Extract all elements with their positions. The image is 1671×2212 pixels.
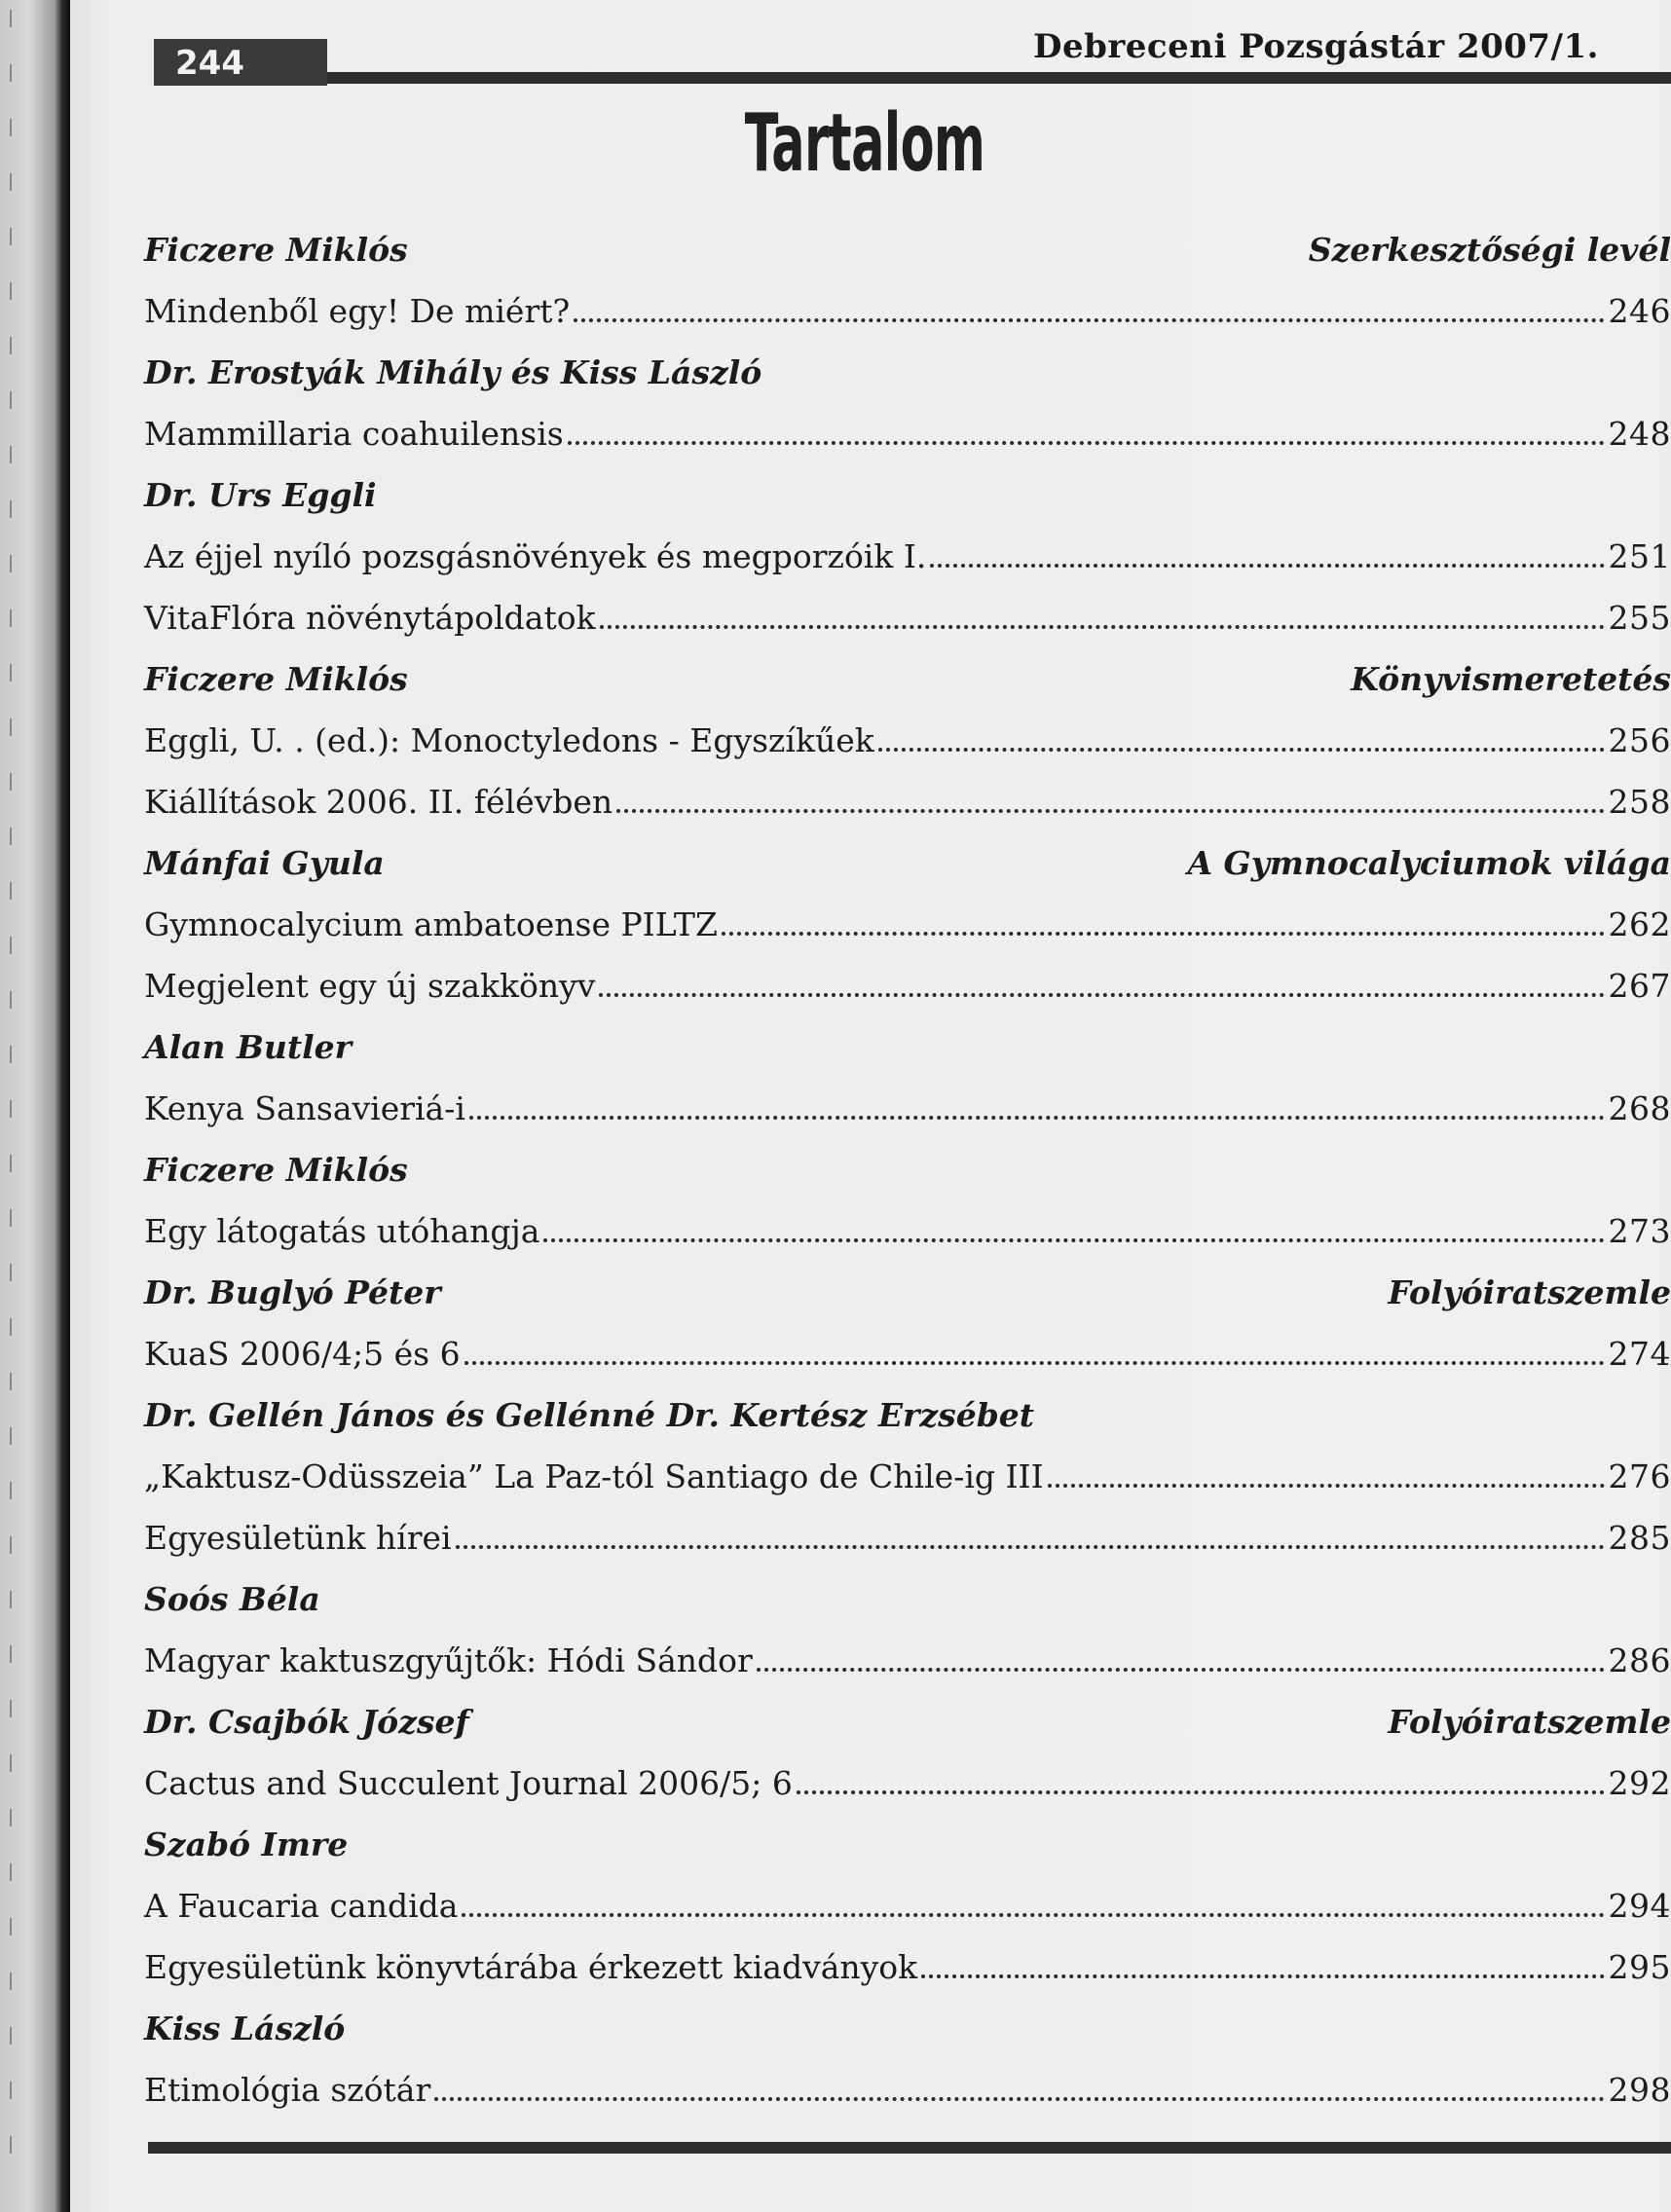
spine-texture-mark (10, 882, 12, 900)
toc-entry-title: Mammillaria coahuilensis (144, 415, 564, 453)
toc-author: Dr. Urs Eggli (144, 476, 377, 514)
spine-texture-mark (10, 937, 12, 954)
spine-texture-mark (10, 1918, 12, 1936)
toc-entry-title: A Faucaria candida (144, 1887, 459, 1925)
spine-texture-mark (10, 555, 12, 572)
spine-texture-mark (10, 1046, 12, 1063)
toc-section: Könyvismeretetés (1351, 660, 1671, 698)
spine-texture-mark (10, 1809, 12, 1826)
toc-section: A Gymnocalyciumok világa (1187, 844, 1671, 882)
spine-texture-mark (10, 1373, 12, 1390)
toc-entry (144, 587, 1671, 648)
toc-entry (144, 1752, 1671, 1814)
toc-author-row (144, 1998, 1671, 2059)
spine-texture-mark (10, 719, 12, 736)
toc-author: Szabó Imre (144, 1825, 349, 1863)
journal-title: Debreceni Pozsgástár 2007/1. (1033, 27, 1599, 66)
spine-texture-mark (10, 1536, 12, 1554)
toc-entry (144, 403, 1671, 464)
spine-texture-mark (10, 446, 12, 463)
toc-entry (144, 1507, 1671, 1568)
dot-leader (568, 441, 1605, 445)
toc-author: Dr. Csajbók József (144, 1703, 469, 1741)
spine-texture-mark (10, 664, 12, 682)
dot-leader (930, 564, 1604, 568)
dot-leader (878, 748, 1605, 752)
toc-entry (144, 1078, 1671, 1139)
toc-entry-title: Mindenből egy! De miért? (144, 292, 571, 330)
toc-author: Dr. Gellén János és Gellénné Dr. Kertész Erzsébet (144, 1396, 1035, 1434)
toc-author: Dr. Buglyó Péter (144, 1273, 441, 1311)
toc-author: Soós Béla (144, 1580, 320, 1618)
toc-author: Kiss László (144, 2009, 346, 2047)
toc-entry-title: Megjelent egy új szakkönyv (144, 967, 596, 1005)
toc-entry (144, 771, 1671, 832)
table-of-contents (144, 219, 1671, 2120)
page (70, 0, 1671, 2212)
toc-author-row (144, 648, 1671, 710)
toc-entry (144, 1875, 1671, 1936)
toc-author-row (144, 342, 1671, 403)
dot-leader (722, 932, 1605, 936)
toc-page-number: 268 (1608, 1089, 1671, 1127)
toc-entry-title: VitaFlóra növénytápoldatok (144, 599, 596, 637)
toc-entry-title: Cactus and Succulent Journal 2006/5; 6 (144, 1764, 793, 1802)
toc-author: Ficzere Miklós (144, 660, 408, 698)
toc-section: Szerkesztőségi levél (1308, 231, 1671, 269)
toc-page-number: 274 (1608, 1335, 1671, 1373)
spine-texture-mark (10, 1155, 12, 1172)
dot-leader (797, 1790, 1605, 1794)
toc-page-number: 292 (1608, 1764, 1671, 1802)
toc-entry-title: Magyar kaktuszgyűjtők: Hódi Sándor (144, 1641, 753, 1679)
toc-page-number: 276 (1608, 1457, 1671, 1495)
dot-leader (757, 1668, 1605, 1672)
toc-entry-title: Az éjjel nyíló pozsgásnövények és megporzóik I. (144, 537, 927, 575)
spine-texture-mark (10, 1482, 12, 1499)
toc-author: Ficzere Miklós (144, 1151, 408, 1189)
toc-author-row (144, 1016, 1671, 1078)
spine-texture-mark (10, 500, 12, 518)
toc-entry (144, 280, 1671, 342)
dot-leader (574, 318, 1604, 322)
toc-entry-title: Eggli, U. . (ed.): Monoctyledons - Egyszíkűek (144, 721, 874, 759)
toc-author-row (144, 219, 1671, 280)
toc-entry-title: Egyesületünk könyvtárába érkezett kiadványok (144, 1948, 918, 1986)
toc-author: Mánfai Gyula (144, 844, 385, 882)
spine-texture-mark (10, 228, 12, 245)
spine-texture-mark (10, 391, 12, 409)
toc-page-number: 285 (1608, 1519, 1671, 1557)
toc-page-number: 246 (1608, 292, 1671, 330)
toc-entry-title: Kenya Sansavieriá-i (144, 1089, 465, 1127)
toc-page-number: 255 (1608, 599, 1671, 637)
toc-entry-title: KuaS 2006/4;5 és 6 (144, 1335, 461, 1373)
toc-entry (144, 894, 1671, 955)
toc-page-number: 248 (1608, 415, 1671, 453)
toc-author-row (144, 464, 1671, 526)
spine-texture-mark (10, 282, 12, 300)
dot-leader (469, 1116, 1605, 1120)
toc-page-number: 256 (1608, 721, 1671, 759)
toc-page-number: 258 (1608, 783, 1671, 821)
book-spine (0, 0, 70, 2212)
spine-texture-mark (10, 64, 12, 82)
dot-leader (464, 1361, 1605, 1365)
spine-texture-mark (10, 1209, 12, 1227)
toc-entry (144, 1200, 1671, 1262)
toc-entry (144, 1323, 1671, 1384)
dot-leader (462, 1913, 1604, 1917)
toc-page-number: 295 (1608, 1948, 1671, 1986)
toc-page-number: 262 (1608, 905, 1671, 943)
spine-texture-mark (10, 2082, 12, 2099)
toc-entry (144, 2059, 1671, 2120)
spine-texture-mark (10, 828, 12, 845)
spine-texture-mark (10, 1318, 12, 1336)
toc-author: Alan Butler (144, 1028, 353, 1066)
spine-texture-mark (10, 2136, 12, 2154)
toc-author-row (144, 1568, 1671, 1630)
toc-entry (144, 1936, 1671, 1998)
toc-page-number: 286 (1608, 1641, 1671, 1679)
dot-leader (921, 1974, 1604, 1978)
spine-texture-mark (10, 1100, 12, 1118)
dot-leader (434, 2097, 1604, 2101)
spine-texture-mark (10, 173, 12, 191)
toc-page-number: 298 (1608, 2071, 1671, 2109)
toc-entry (144, 1630, 1671, 1691)
toc-section: Folyóiratszemle (1388, 1273, 1671, 1311)
page-title: Tartalom (744, 97, 985, 190)
spine-texture-mark (10, 1754, 12, 1772)
spine-texture-mark (10, 773, 12, 791)
toc-author-row (144, 1384, 1671, 1446)
toc-author: Ficzere Miklós (144, 231, 408, 269)
footer-rule (148, 2142, 1671, 2154)
dot-leader (599, 993, 1604, 997)
toc-author-row (144, 1691, 1671, 1752)
toc-entry (144, 955, 1671, 1016)
toc-author-row (144, 832, 1671, 894)
toc-page-number: 294 (1608, 1887, 1671, 1925)
toc-entry-title: „Kaktusz-Odüsszeia” La Paz-tól Santiago de Chile-ig III (144, 1457, 1044, 1495)
dot-leader (1048, 1484, 1605, 1488)
toc-author-row (144, 1139, 1671, 1200)
page-number: 244 (154, 39, 327, 86)
toc-author-row (144, 1262, 1671, 1323)
toc-entry (144, 1446, 1671, 1507)
spine-texture-mark (10, 10, 12, 27)
spine-texture-mark (10, 1591, 12, 1608)
dot-leader (543, 1238, 1604, 1242)
spine-texture-mark (10, 1427, 12, 1445)
toc-entry-title: Gymnocalycium ambatoense PILTZ (144, 905, 718, 943)
toc-entry (144, 526, 1671, 587)
toc-entry-title: Egy látogatás utóhangja (144, 1212, 540, 1250)
toc-entry-title: Etimológia szótár (144, 2071, 431, 2109)
header-rule (327, 72, 1671, 84)
spine-texture-mark (10, 2027, 12, 2045)
spine-texture-mark (10, 991, 12, 1009)
spine-texture-mark (10, 1863, 12, 1881)
toc-author: Dr. Erostyák Mihály és Kiss László (144, 353, 762, 391)
dot-leader (616, 809, 1604, 813)
toc-section: Folyóiratszemle (1388, 1703, 1671, 1741)
spine-texture-mark (10, 1645, 12, 1663)
toc-entry-title: Egyesületünk hírei (144, 1519, 452, 1557)
spine-texture-mark (10, 1972, 12, 1990)
spine-texture-mark (10, 119, 12, 136)
toc-entry (144, 710, 1671, 771)
spine-texture-mark (10, 1700, 12, 1717)
dot-leader (456, 1545, 1605, 1549)
toc-entry-title: Kiállítások 2006. II. félévben (144, 783, 613, 821)
toc-page-number: 251 (1608, 537, 1671, 575)
spine-texture-mark (10, 1264, 12, 1281)
toc-author-row (144, 1814, 1671, 1875)
toc-page-number: 267 (1608, 967, 1671, 1005)
dot-leader (600, 625, 1605, 629)
spine-texture-mark (10, 337, 12, 354)
toc-page-number: 273 (1608, 1212, 1671, 1250)
spine-texture-mark (10, 609, 12, 627)
